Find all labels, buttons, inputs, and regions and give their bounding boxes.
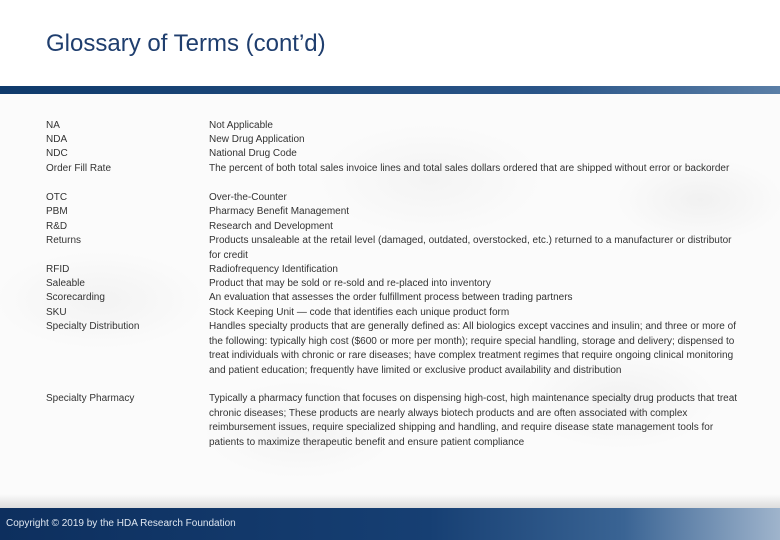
- glossary-term: OTC: [46, 192, 68, 203]
- glossary-term: RFID: [46, 264, 70, 275]
- glossary-definition: Typically a pharmacy function that focuses on dispensing high-cost, high maintenance specialty drug products that treat chronic diseases; These products are nearly always biotech products and are often associated with complex reimbursement issues, require specialized shipping and handling, and require disease state management tools for patients to maximize therapeutic benefit and ensure patient compliance: [209, 393, 738, 448]
- glossary-term: NDC: [46, 148, 68, 159]
- glossary-term: Specialty Pharmacy: [46, 393, 135, 404]
- glossary-term: Returns: [46, 235, 82, 246]
- glossary-definition: Pharmacy Benefit Management: [209, 206, 350, 217]
- glossary-definition: Product that may be sold or re-sold and re-placed into inventory: [209, 278, 491, 289]
- copyright-footer: Copyright © 2019 by the HDA Research Foundation: [6, 518, 236, 529]
- glossary-definition: New Drug Application: [209, 134, 305, 145]
- glossary-definition: The percent of both total sales invoice lines and total sales dollars ordered that are shipped without error or backorder: [209, 163, 730, 174]
- glossary-definition: An evaluation that assesses the order fulfillment process between trading partners: [209, 292, 573, 303]
- glossary-term: Saleable: [46, 278, 85, 289]
- glossary-definition: Research and Development: [209, 221, 333, 232]
- glossary-term: R&D: [46, 221, 68, 232]
- glossary-definition: Radiofrequency Identification: [209, 264, 338, 275]
- glossary-term: PBM: [46, 206, 68, 217]
- glossary-definition: Not Applicable: [209, 120, 273, 131]
- page-title: Glossary of Terms (cont’d): [46, 30, 326, 57]
- glossary-term: Order Fill Rate: [46, 163, 112, 174]
- glossary-definition: Handles specialty products that are generally defined as: All biologics except vaccines and insulin; and three or more of the following: typically high cost ($600 or more per month); require special handling, storage and delivery; dispensed to treat individuals with chronic or rare diseases; have complex treatment regimes that require ongoing clinical monitoring and patient education; frequently have limited or exclusive product availability and distribution: [209, 321, 736, 376]
- glossary-term: NDA: [46, 134, 68, 145]
- glossary-term: NA: [46, 120, 60, 131]
- glossary-definition: Stock Keeping Unit — code that identifies each unique product form: [209, 307, 510, 318]
- glossary-definition: Products unsaleable at the retail level (damaged, outdated, overstocked, etc.) returned to a manufacturer or distributor for credit: [209, 235, 732, 261]
- glossary-term: SKU: [46, 307, 67, 318]
- glossary-definition: Over-the-Counter: [209, 192, 287, 203]
- glossary-term: Scorecarding: [46, 292, 105, 303]
- glossary-term: Specialty Distribution: [46, 321, 140, 332]
- footer-shadow: [0, 494, 780, 508]
- glossary-definition: National Drug Code: [209, 148, 297, 159]
